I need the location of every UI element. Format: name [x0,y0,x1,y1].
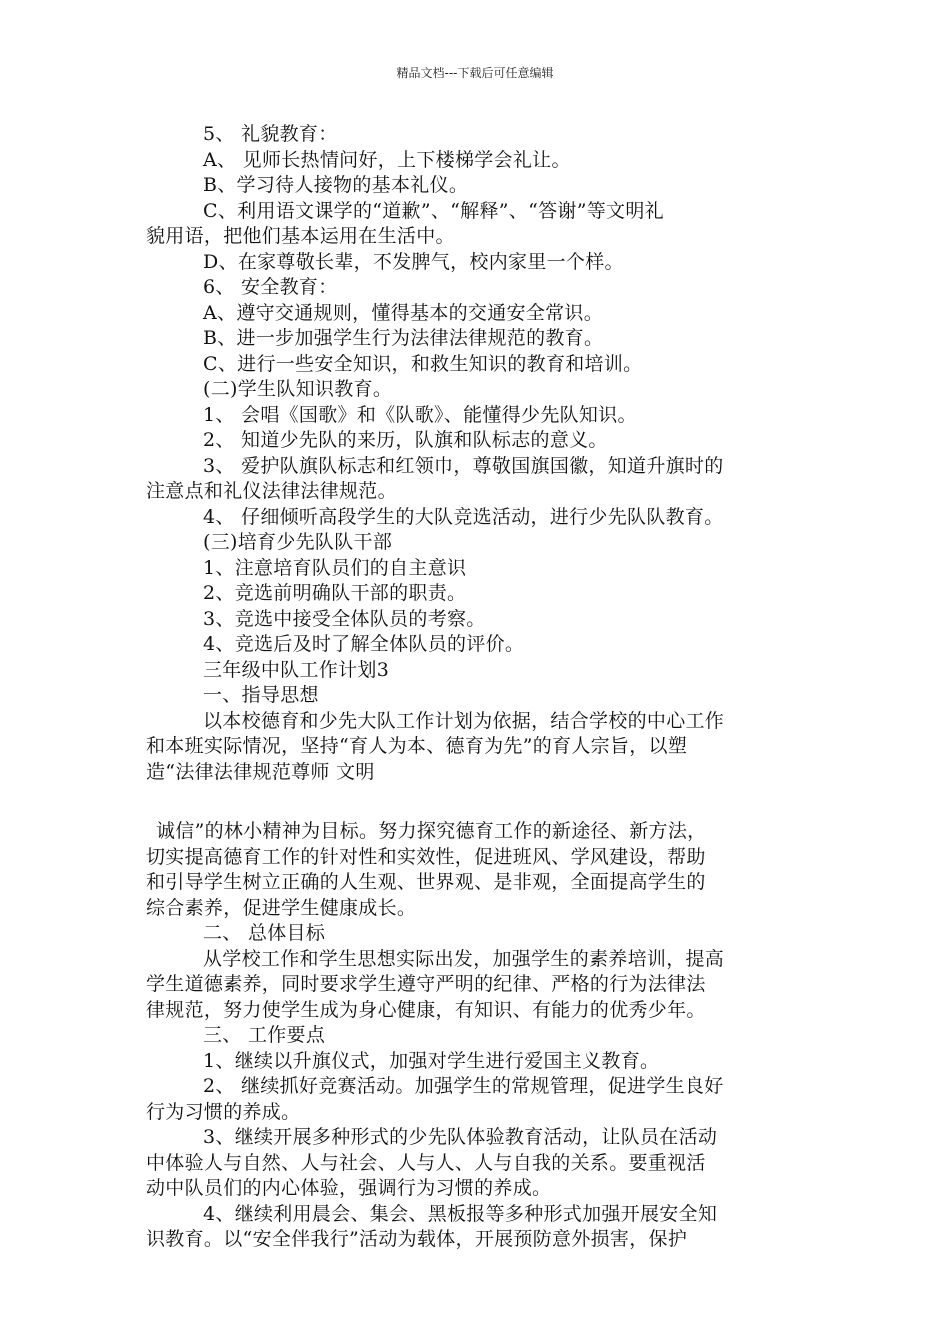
text-line: 识教育。以“安全伴我行”活动为载体，开展预防意外损害，保护 [146,1228,688,1250]
page-header: 精品文档---下载后可任意编辑 [396,66,554,80]
text-line: 2、竞选前明确队干部的职责。 [203,582,467,604]
text-line: 一、指导思想 [203,684,319,706]
document-body [146,122,810,1253]
text-line: 貌用语，把他们基本运用在生活中。 [146,225,455,247]
text-line: (三)培育少先队队干部 [203,531,393,553]
text-line: 3、竞选中接受全体队员的考察。 [203,607,486,630]
text-line: 4、 仔细倾听高段学生的大队竞选活动，进行少先队队教育。 [203,505,724,528]
text-line: C、利用语文课学的“道歉”、“解释”、“答谢”等文明礼 [203,199,664,222]
text-line: B、学习待人接物的基本礼仪。 [203,174,469,196]
text-line: 动中队员们的内心体验，强调行为习惯的养成。 [146,1177,552,1199]
text-line: 1、注意培育队员们的自主意识 [203,556,467,579]
text-line: 3、继续开展多种形式的少先队体验教育活动，让队员在活动 [203,1126,718,1148]
text-line: D、在家尊敬长辈，不发脾气，校内家里一个样。 [203,250,624,273]
text-line: 二、 总体目标 [203,922,326,944]
text-line: 4、竞选后及时了解全体队员的评价。 [203,633,525,655]
text-line: 切实提高德育工作的针对性和实效性，促进班风、学风建设，帮助 [146,845,706,868]
text-line: 4、继续利用晨会、集会、黑板报等多种形式加强开展安全知 [203,1202,718,1225]
text-line: 中体验人与自然、人与社会、人与人、人与自我的关系。要重视活 [146,1151,706,1174]
text-line: 2、 知道少先队的来历，队旗和队标志的意义。 [203,429,608,451]
text-line: 和本班实际情况，坚持“育人为本、德育为先”的育人宗旨，以塑 [146,735,688,757]
text-line: 注意点和礼仪法律法律规范。 [146,480,397,502]
text-line: 1、继续以升旗仪式，加强对学生进行爱国主义教育。 [203,1049,660,1072]
text-line: 6、 安全教育： [203,276,338,298]
text-line: 学生道德素养，同时要求学生遵守严明的纪律、严格的行为法律法 [146,973,706,995]
text-line: 以本校德育和少先大队工作计划为依据，结合学校的中心工作 [203,709,725,732]
text-line: 综合素养，促进学生健康成长。 [146,896,417,919]
page-gap [146,785,810,819]
text-line: 三年级中队工作计划3 [203,658,390,681]
text-line: A、 见师长热情问好，上下楼梯学会礼让。 [203,148,571,171]
text-line: 和引导学生树立正确的人生观、世界观、是非观，全面提高学生的 [146,871,706,893]
text-line: B、进一步加强学生行为法律法律规范的教育。 [203,327,604,349]
text-line: C、进行一些安全知识，和救生知识的教育和培训。 [203,352,643,375]
text-line: 三、 工作要点 [203,1024,326,1046]
text-line: 诚信”的林小精神为目标。努力探究德育工作的新途径、新方法， [156,820,707,842]
text-line: 3、 爱护队旗队标志和红领巾，尊敬国旗国徽，知道升旗时的 [203,454,724,477]
text-line: 5、 礼貌教育： [203,123,338,145]
text-line: 2、 继续抓好竞赛活动。加强学生的常规管理，促进学生良好 [203,1075,724,1097]
text-line: A、遵守交通规则，懂得基本的交通安全常识。 [203,301,604,324]
text-line: 律规范，努力使学生成为身心健康，有知识、有能力的优秀少年。 [146,998,706,1021]
text-line: 从学校工作和学生思想实际出发，加强学生的素养培训，提高 [203,947,725,970]
text-line: (二)学生队知识教育。 [203,378,393,400]
text-line: 1、 会唱《国歌》和《队歌》、能懂得少先队知识。 [203,403,637,426]
text-line: 造“法律法律规范尊师 文明 [146,760,375,783]
text-line: 行为习惯的养成。 [146,1100,301,1123]
